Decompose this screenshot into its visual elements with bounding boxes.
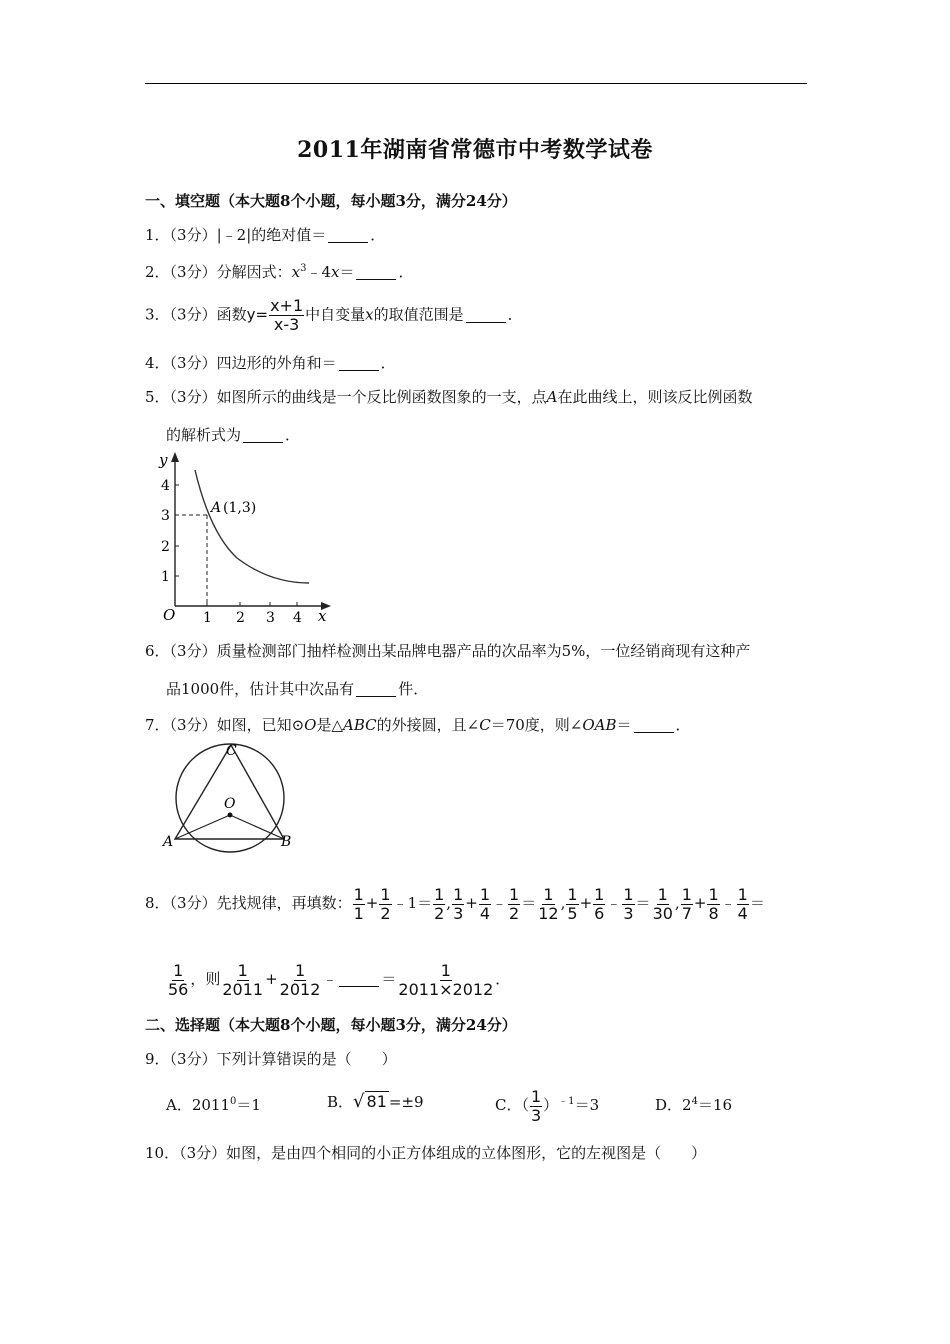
x-tick-label: 3: [266, 610, 275, 626]
y-axis-label: y: [159, 451, 168, 469]
option-b[interactable]: B．√ 81 =±9: [327, 1091, 424, 1112]
question-6: 6．（3分）质量检测部门抽样检测出某品牌电器产品的次品率为5%，一位经销商现有这种产: [145, 642, 751, 660]
origin-label: O: [163, 606, 176, 624]
page-title: 2011年湖南省常德市中考数学试卷: [297, 137, 653, 163]
question-2: 2．（3分）分解因式：$x^3﹣4x=$ ．: [145, 263, 414, 281]
center-o-label: O: [224, 796, 236, 812]
answer-blank: [243, 426, 283, 443]
point-a-label: A: [211, 500, 222, 516]
option-a[interactable]: A．$2011^0=1$: [166, 1096, 261, 1114]
vertex-c-label: C: [226, 743, 237, 759]
question-9: 9．（3分）下列计算错误的是（ ）: [145, 1050, 397, 1068]
center-point: [228, 813, 233, 818]
sqrt-symbol: √ 81: [353, 1091, 387, 1112]
question-5: 5．（3分）如图所示的曲线是一个反比例函数图象的一支，点A在此曲线上，则该反比例函数: [145, 388, 753, 406]
question-7: 7．（3分）如图，已知⊙O是△ABC的外接圆，且∠C＝70度，则∠OAB＝ ．: [145, 716, 691, 734]
segment-oa: [175, 815, 230, 839]
answer-blank: [466, 306, 506, 323]
answer-blank: [339, 970, 379, 987]
reciprocal-function-graph: [155, 448, 340, 626]
answer-blank: [356, 263, 396, 280]
answer-blank: [634, 716, 674, 733]
fraction: $\frac{x+1}{x-3}$: [270, 296, 304, 334]
answer-blank: [356, 680, 396, 697]
x-axis-label: x: [318, 607, 327, 625]
section-1-heading: 一、填空题（本大题8个小题，每小题3分，满分24分）: [145, 192, 517, 210]
question-5-cont: 的解析式为 ．: [166, 426, 301, 444]
x-tick-label: 1: [203, 610, 212, 626]
vertex-b-label: B: [281, 834, 292, 850]
question-4: 4．（3分）四边形的外角和＝ ．: [145, 354, 396, 372]
answer-blank: [339, 354, 379, 371]
vertex-a-label: A: [163, 834, 174, 850]
question-8: 8．（3分）先找规律，再填数： $\frac{1}{1}$ + $\frac{1}{2}$ ﹣1＝ $\frac{1}{2}$ , $\frac{1}{3}$ + $\frac{1}{4}$ ﹣ $\frac{1}{2}$ ＝ $\frac{1}{12}$ , $\frac{1}{5}$ + $\frac{1}{6}$ ﹣ $\frac{1}{3}$ ＝ $\frac{1}{30}$ , $\frac{1}{7}$ + $\frac{1}{8}$ ﹣ $\frac{1}{4}$ ＝: [145, 884, 765, 923]
y-axis-arrow: [171, 452, 179, 462]
y-tick-label: 4: [161, 478, 170, 494]
answer-blank: [328, 226, 368, 243]
y-tick-label: 1: [161, 569, 170, 585]
y-tick-label: 3: [161, 508, 170, 524]
question-6-cont: 品1000件，估计其中次品有 件．: [166, 680, 429, 698]
option-d[interactable]: D．$2^4=16$: [655, 1096, 733, 1114]
y-tick-label: 2: [161, 539, 170, 555]
question-3: 3．（3分）函数y= $\frac{x+1}{x-3}$ 中自变量x的取值范围是 ．: [145, 296, 523, 334]
question-10: 10．（3分）如图，是由四个相同的小正方体组成的立体图形，它的左视图是（ ）: [145, 1144, 707, 1162]
section-2-heading: 二、选择题（本大题8个小题，每小题3分，满分24分）: [145, 1016, 517, 1034]
point-a-coords: (1,3): [223, 500, 257, 516]
hyperbola-curve: [195, 470, 309, 583]
x-tick-label: 4: [293, 610, 302, 626]
header-rule: [145, 83, 807, 84]
x-tick-label: 2: [236, 610, 245, 626]
question-8-cont: $\frac{1}{56}$ ，则 $\frac{1}{2011}$ + $\frac{1}{2012}$ ﹣ ＝ $\frac{1}{2011\times 2012}$ ．: [168, 960, 511, 999]
question-1: 1．（3分）|﹣2|的绝对值＝ ．: [145, 226, 386, 244]
option-c[interactable]: C．（ $\frac{1}{3}$ ）$^{﹣1}$＝3: [495, 1086, 600, 1125]
circumscribed-triangle-figure: [160, 738, 300, 853]
